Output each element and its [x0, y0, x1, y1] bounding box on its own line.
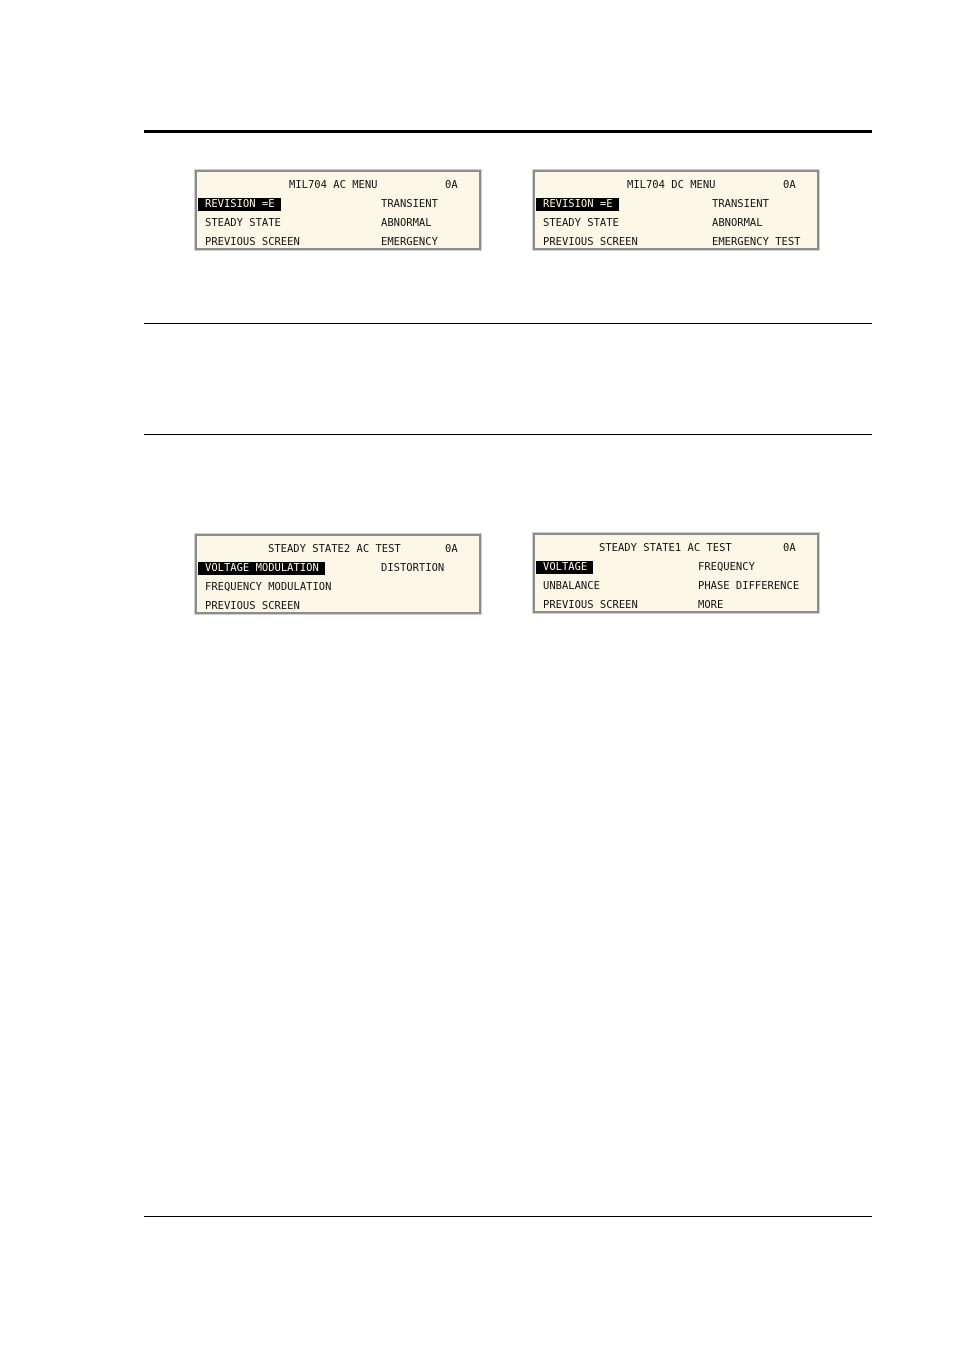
lcd-screen-steady-state2-ac-test	[195, 534, 481, 614]
menu-item-abnormal[interactable]: ABNORMAL	[381, 217, 432, 229]
lcd-screen-mil704-dc-menu	[533, 170, 819, 250]
lcd-title: MIL704 DC MENU	[627, 179, 716, 191]
menu-item-abnormal[interactable]: ABNORMAL	[712, 217, 763, 229]
menu-item-distortion[interactable]: DISTORTION	[381, 562, 445, 574]
menu-item-frequency-modulation[interactable]: FREQUENCY MODULATION	[205, 581, 332, 593]
section-divider-2	[144, 434, 872, 435]
lcd-status: 0A	[783, 179, 796, 191]
menu-item-previous-screen[interactable]: PREVIOUS SCREEN	[205, 236, 300, 248]
lcd-title: STEADY STATE1 AC TEST	[599, 542, 732, 554]
menu-item-voltage-modulation-selected[interactable]: VOLTAGE MODULATION	[198, 562, 325, 575]
menu-item-emergency-test[interactable]: EMERGENCY TEST	[712, 236, 801, 248]
footer-rule	[144, 1216, 872, 1217]
lcd-title: MIL704 AC MENU	[289, 179, 378, 191]
menu-item-unbalance[interactable]: UNBALANCE	[543, 580, 600, 592]
section-divider-1	[144, 323, 872, 324]
menu-item-previous-screen[interactable]: PREVIOUS SCREEN	[205, 600, 300, 612]
lcd-status: 0A	[783, 542, 796, 554]
menu-item-transient[interactable]: TRANSIENT	[381, 198, 438, 210]
lcd-status: 0A	[445, 543, 458, 555]
menu-item-phase-difference[interactable]: PHASE DIFFERENCE	[698, 580, 800, 592]
menu-item-revision-selected[interactable]: REVISION =E	[536, 198, 619, 211]
menu-item-revision-selected[interactable]: REVISION =E	[198, 198, 281, 211]
menu-item-emergency[interactable]: EMERGENCY	[381, 236, 438, 248]
menu-item-frequency[interactable]: FREQUENCY	[698, 561, 755, 573]
menu-item-more[interactable]: MORE	[698, 599, 724, 611]
menu-item-previous-screen[interactable]: PREVIOUS SCREEN	[543, 236, 638, 248]
menu-item-transient[interactable]: TRANSIENT	[712, 198, 769, 210]
menu-item-steady-state[interactable]: STEADY STATE	[543, 217, 619, 229]
lcd-screen-mil704-ac-menu	[195, 170, 481, 250]
lcd-title: STEADY STATE2 AC TEST	[268, 543, 401, 555]
lcd-status: 0A	[445, 179, 458, 191]
menu-item-voltage-selected[interactable]: VOLTAGE	[536, 561, 593, 574]
header-rule	[144, 130, 872, 133]
menu-item-previous-screen[interactable]: PREVIOUS SCREEN	[543, 599, 638, 611]
menu-item-steady-state[interactable]: STEADY STATE	[205, 217, 281, 229]
lcd-screen-steady-state1-ac-test	[533, 533, 819, 613]
